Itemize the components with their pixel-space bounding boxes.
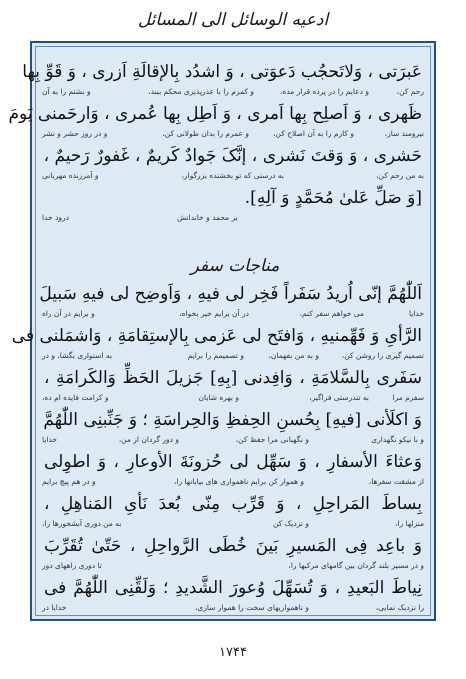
translation-row bbox=[42, 170, 424, 182]
translation-text: و با نیکو نگهداری bbox=[371, 435, 424, 444]
translation-text: و کرامت فایده ام ده، bbox=[42, 393, 109, 402]
translation-text: خدایا bbox=[42, 435, 58, 444]
page-header: ادعیه الوسائل الی المسائل bbox=[137, 10, 329, 30]
page-number: ۱۷۴۴ bbox=[219, 645, 247, 660]
translation-text: خدایا در bbox=[42, 603, 67, 612]
translation-row bbox=[42, 392, 424, 404]
arabic-line: نِیاطَ البَعیدِ ، وَ تُسَهِّلَ وُعورَ الشَّدیدِ ؛ وَلَقِّنِی اللّٰهُمَّ فی bbox=[44, 578, 422, 598]
translation-text: و نزدیک کن bbox=[272, 519, 309, 528]
translation-text: و در روز حشر و نشر bbox=[42, 129, 108, 138]
translation-text: و آمرزنده مهربانی bbox=[42, 171, 99, 180]
arabic-line: حَشری ، وَ وَقتَ نَشری ، إنَّکَ جَوادٌ کَریمٌ ، غَفورٌ رَحیمٌ ، bbox=[43, 146, 422, 166]
translation-row bbox=[42, 212, 424, 224]
translation-text: و به من بفهمان، bbox=[268, 351, 319, 360]
translation-text: و در هم پیچ برایم bbox=[42, 477, 96, 486]
arabic-line: وَعثاءَ الأسفارِ ، وَ سَهِّل لی حُزونَةَ الأوعارِ ، وَ اطوِلی bbox=[44, 452, 422, 472]
translation-text: در آن برایم خیر بخواه، bbox=[179, 309, 249, 318]
translation-text: را نزدیک نمایی، bbox=[375, 603, 424, 612]
translation-text: سفرم مرا bbox=[392, 393, 424, 402]
translation-row bbox=[42, 128, 424, 140]
translation-text: و در مسیر بلند گردان بین گامهای مرکبها را، bbox=[288, 561, 424, 570]
arabic-line: عَبرَتی ، وَلاتَحجُب دَعوَتی ، وَ اشدُد بِالإقالَةِ اَزری ، وَ قَوِّ بِها bbox=[22, 62, 422, 82]
translation-text: خدایا bbox=[408, 309, 424, 318]
translation-text: به درستی که تو بخشنده بزرگوار، bbox=[181, 171, 284, 180]
translation-text: و کارم را به آن اصلاح کن، bbox=[273, 129, 354, 138]
translation-text: و نگهبانی مرا حفظ کن، bbox=[235, 435, 309, 444]
translation-text: و ناهمواریهای سخت را هموار سازی، bbox=[194, 603, 309, 612]
arabic-line: الرَّأیِ وَ فَهِّمنیهِ ، وَافتَح لی عَزمی بِالإستِقامَةِ ، وَاشمَلنی فی bbox=[11, 326, 422, 346]
translation-row bbox=[42, 86, 424, 98]
arabic-line: اَللّٰهُمَّ إنّی اُریدُ سَفَراً فَخِر لی فیهِ ، وَاَوضِح لی فیهِ سَبیلَ bbox=[39, 284, 422, 304]
translation-text: می خواهم سفر کنم، bbox=[299, 309, 364, 318]
arabic-line: وَ اکلَأنی [فیهِ] بِحُسنِ الحِفظِ وَالحِراسَةِ ؛ وَ جَنِّبنِی اللّٰهُمَّ bbox=[43, 410, 422, 430]
translation-text: منزلها را، bbox=[395, 519, 424, 528]
translation-row bbox=[42, 518, 424, 530]
translation-text: و عمرم را بدان طولانی کن، bbox=[162, 129, 249, 138]
translation-text: و برایم در آن راه bbox=[42, 309, 95, 318]
section-title: مناجات سفر bbox=[190, 256, 280, 276]
translation-text: به تندرستی فراگیر، bbox=[309, 393, 369, 402]
content-frame bbox=[8, 41, 436, 621]
translation-text: به استواری بگشا، و در bbox=[42, 351, 112, 360]
arabic-line: بِساطَ المَراحِلِ ، وَ قَرِّب مِنّی بُعدَ نَأیِ المَناهِلِ ، bbox=[44, 494, 422, 514]
translation-text: بر محمد و خاندانش bbox=[177, 213, 238, 222]
translation-text: و کمرم را با عذرپذیری محکم ببند، bbox=[148, 87, 254, 96]
translation-text: تا دوری راههای دور bbox=[42, 561, 102, 570]
translation-text: تصمیم گیری را روشن کن، bbox=[341, 351, 424, 360]
translation-row bbox=[42, 560, 424, 572]
arabic-line: ظَهری ، وَ اَصلِح بِها اَمری ، وَ اَطِل بِها عُمری ، وَارحَمنی یَومَ bbox=[8, 104, 422, 124]
translation-text: درود خدا bbox=[42, 213, 69, 222]
translation-text: نیرومند ساز، bbox=[384, 129, 424, 138]
translation-text: و بهره شایان bbox=[198, 393, 239, 402]
translation-text: و دور گردان از من، bbox=[118, 435, 179, 444]
translation-row bbox=[42, 476, 424, 488]
translation-row bbox=[42, 308, 424, 320]
translation-text: و دعایم را در پرده قرار مده، bbox=[279, 87, 369, 96]
translation-text: و تصمیمم را برایم bbox=[187, 351, 244, 360]
arabic-line: سَفَری بِالسَّلامَةِ ، وَافِدنی [بِهِ] جَزیلَ الحَظِّ وَالکَرامَةِ ، bbox=[44, 368, 422, 388]
translation-row bbox=[42, 602, 424, 614]
translation-row bbox=[42, 434, 424, 446]
translation-text: به من دوری آبشخورها را، bbox=[42, 519, 122, 528]
translation-text: رحم کن، bbox=[396, 87, 424, 96]
arabic-line: وَ باعِد فِی المَسیرِ بَینَ خُطَی الرَّواحِلِ ، حَتّیٰ تُقَرِّبَ bbox=[44, 536, 422, 556]
translation-text: به من رحم کن، bbox=[376, 171, 424, 180]
translation-text: و بشتم را به آن bbox=[42, 87, 91, 96]
translation-row bbox=[42, 350, 424, 362]
arabic-line: [وَ صَلِّ عَلیٰ مُحَمَّدٍ وَ آلِهِ]. bbox=[244, 188, 422, 208]
translation-text: و هموار کن برایم ناهمواری های بیابانها را، bbox=[173, 477, 304, 486]
translation-text: از مشقت سفرها، bbox=[368, 477, 424, 486]
